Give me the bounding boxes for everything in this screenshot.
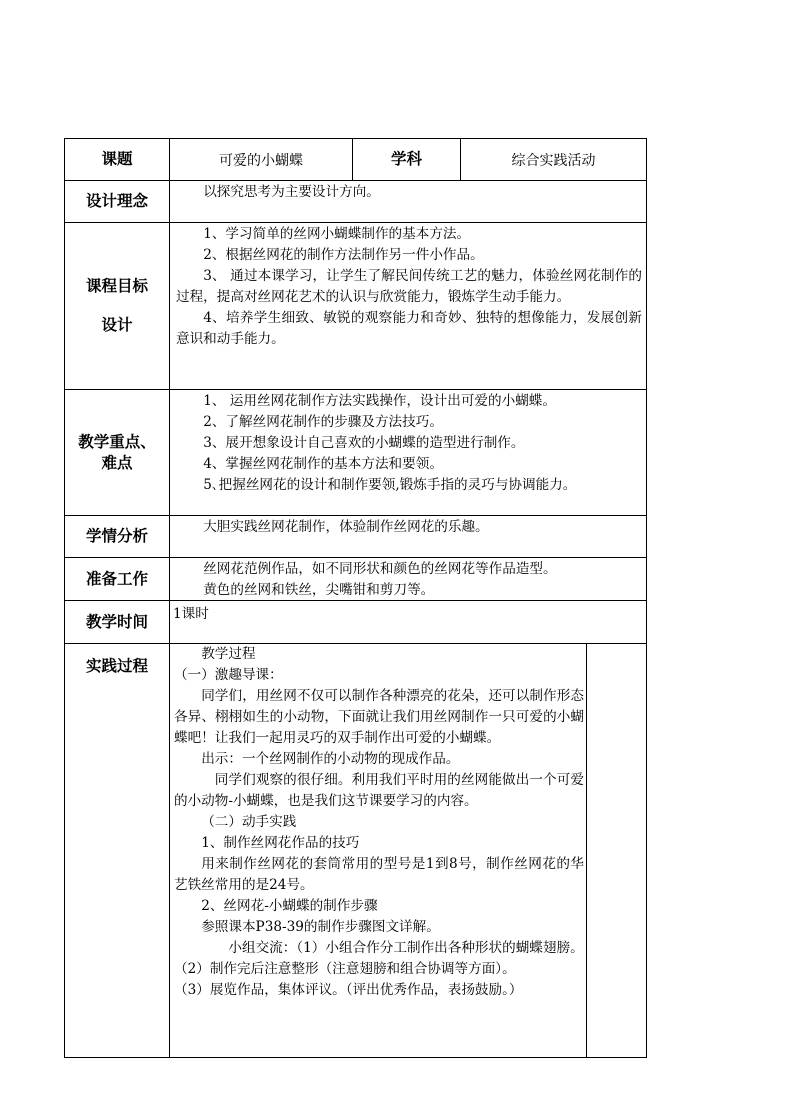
- practice-part1-paragraph: 同学们，用丝网不仅可以制作各种漂亮的花朵，还可以制作形态各异、栩栩如生的小动物，下面就让我们用丝网制作一只可爱的小蝴蝶吧！让我们一起用灵巧的双手制作出可爱的小蝴蝶。: [174, 688, 584, 746]
- key-point-item: 1、 运用丝网花制作方法实践操作，设计出可爱的小蝴蝶。: [203, 393, 556, 409]
- subject-label: 学科: [390, 150, 422, 169]
- teaching-time-label: 教学时间: [85, 612, 148, 631]
- design-concept-paragraph: 以探究思考为主要设计方向。: [203, 184, 380, 200]
- design-concept-label: 设计理念: [85, 192, 148, 211]
- course-goal-item: 4、培养学生细致、敏锐的观察能力和奇妙、独特的想像能力，发展创新意识和动手能力。: [176, 310, 642, 347]
- course-goals-label: [65, 223, 169, 389]
- preparation-text: [170, 558, 646, 600]
- practice-group-text: 小组交流：（1）小组合作分工制作出各种形状的蝴蝶翅膀。: [228, 940, 584, 956]
- practice-step1-text: 用来制作丝网花的套筒常用的型号是1到8号，制作丝网花的华艺铁丝常用的是24号。: [174, 856, 584, 893]
- practice-notes-cell: [587, 644, 646, 1057]
- teaching-time-text: [170, 601, 646, 643]
- learning-analysis-label: 学情分析: [85, 527, 148, 546]
- design-concept-text: [170, 181, 646, 222]
- practice-part1-show: 出示：一个丝网制作的小动物的现成作品。: [201, 751, 460, 767]
- key-points-label-line2: 难点: [101, 453, 133, 472]
- key-point-item: 5､把握丝网花的设计和制作要领,锻炼手指的灵巧与协调能力。: [203, 477, 577, 493]
- practice-part2-title: （二）动手实践: [201, 814, 297, 830]
- table-border-right: [646, 138, 647, 1058]
- practice-item-2: （2）制作完后注意整形（注意翅膀和组合协调等方面）。: [174, 961, 516, 977]
- practice-step1-title: 1、制作丝网花作品的技巧: [201, 835, 360, 851]
- lesson-plan-table: [64, 138, 647, 1058]
- course-goals-text: [170, 223, 646, 389]
- key-point-item: 3、展开想象设计自己喜欢的小蝴蝶的造型进行制作。: [203, 435, 525, 451]
- key-point-item: 4、掌握丝网花制作的基本方法和要领。: [203, 456, 443, 472]
- practice-item-3: （3）展览作品，集体评议。（评出优秀作品，表扬鼓励。）: [174, 982, 523, 998]
- course-goal-item: 1、学习简单的丝网小蝴蝶制作的基本方法。: [203, 226, 471, 242]
- key-points-label: [65, 390, 169, 515]
- practice-label: 实践过程: [85, 657, 148, 675]
- practice-heading: 教学过程: [201, 646, 256, 662]
- learning-analysis-paragraph: 大胆实践丝网花制作，体验制作丝网花的乐趣。: [203, 519, 489, 535]
- course-goal-item: 2、根据丝网花的制作方法制作另一件小作品。: [203, 247, 484, 263]
- practice-text: [170, 644, 586, 1057]
- course-goal-item: 3、 通过本课学习，让学生了解民间传统工艺的魅力，体验丝网花制作的过程，提高对丝网花艺术的认识与欣赏能力，锻炼学生动手能力。: [176, 268, 642, 305]
- learning-analysis-text: [170, 516, 646, 557]
- course-goals-label-line2: 设计: [101, 316, 133, 334]
- topic-value: 可爱的小蝴蝶: [219, 152, 303, 169]
- teaching-time-value: 1课时: [173, 606, 209, 622]
- topic-label: 课题: [101, 150, 133, 169]
- table-border-bottom: [64, 1057, 647, 1058]
- practice-step2-text: 参照课本P38-39的制作步骤图文详解。: [201, 919, 440, 935]
- practice-step2-title: 2、丝网花-小蝴蝶的制作步骤: [201, 898, 378, 914]
- subject-value: 综合实践活动: [511, 152, 596, 169]
- preparation-label: 准备工作: [85, 569, 148, 588]
- key-points-text: [170, 390, 646, 515]
- preparation-line: 黄色的丝网和铁丝，尖嘴钳和剪刀等。: [203, 582, 435, 598]
- course-goals-label-line1: 课程目标: [85, 277, 148, 296]
- key-points-label-line1: 教学重点、: [78, 432, 156, 451]
- preparation-line: 丝网花范例作品，如不同形状和颜色的丝网花等作品造型。: [203, 561, 557, 577]
- practice-part1-observe: 同学们观察的很仔细。利用我们平时用的丝网能做出一个可爱的小动物-小蝴蝶，也是我们这节课要学习的内容。: [174, 772, 584, 809]
- practice-part1-title: （一）激趣导课：: [174, 667, 283, 683]
- key-point-item: 2、了解丝网花制作的步骤及方法技巧。: [203, 414, 443, 430]
